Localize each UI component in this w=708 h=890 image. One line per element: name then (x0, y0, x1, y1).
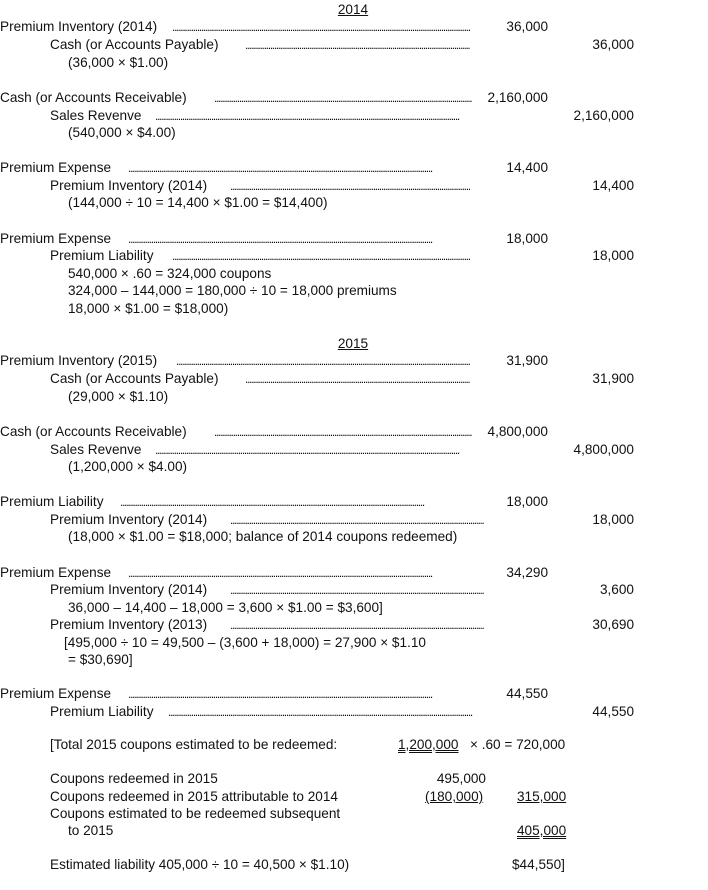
e4-calculation-2: 324,000 – 144,000 = 180,000 ÷ 10 = 18,000 premiums (68, 283, 397, 298)
year-heading-2015: 2015 (337, 336, 369, 351)
e1-credit-account: Cash (or Accounts Payable) (50, 37, 219, 52)
e8-calculation-2a: [495,000 ÷ 10 = 49,500 – (3,600 + 18,000) = 27,900 × $1.10 (64, 635, 426, 650)
e5-debit-account: Premium Inventory (2015) (0, 353, 158, 368)
note-liability-label: Estimated liability 405,000 ÷ 10 = 40,500 × $1.10) (50, 857, 350, 872)
note-subsequent-label-1: Coupons estimated to be redeemed subsequent (50, 806, 341, 821)
e7-calculation: (18,000 × $1.00 = $18,000; balance of 2014 coupons redeemed) (68, 529, 458, 544)
e4-credit-account: Premium Liability (50, 248, 154, 263)
note-attrib-net: 315,000 (517, 789, 567, 804)
note-total-label: [Total 2015 coupons estimated to be redeemed: (50, 737, 338, 752)
e3-credit-account: Premium Inventory (2014) (50, 178, 208, 193)
leader-dots (245, 370, 470, 388)
e5-debit-amount: 31,900 (506, 353, 548, 368)
leader-dots (176, 352, 470, 370)
e2-calculation: (540,000 × $4.00) (68, 125, 176, 140)
e9-credit-amount: 44,550 (592, 704, 634, 719)
e8-credit-amount-1: 3,600 (599, 582, 634, 597)
note-subsequent-label-2: to 2015 (68, 823, 114, 838)
note-total-rest: × .60 = 720,000 (470, 737, 566, 752)
note-redeemed-label: Coupons redeemed in 2015 (50, 771, 218, 786)
leader-dots (172, 247, 470, 265)
e6-credit-amount: 4,800,000 (573, 442, 634, 457)
e8-debit-amount: 34,290 (506, 565, 548, 580)
e8-debit-account: Premium Expense (0, 565, 112, 580)
leader-dots (128, 230, 470, 248)
e7-credit-account: Premium Inventory (2014) (50, 512, 208, 527)
e4-calculation-1: 540,000 × .60 = 324,000 coupons (68, 266, 272, 281)
leader-dots (230, 177, 470, 195)
note-attrib-label: Coupons redeemed in 2015 attributable to 2014 (50, 789, 338, 804)
e3-debit-account: Premium Expense (0, 160, 112, 175)
e5-calculation: (29,000 × $1.10) (68, 389, 169, 404)
leader-dots (155, 107, 470, 125)
e8-calculation-1: 36,000 – 14,400 – 18,000 = 3,600 × $1.00 = $3,600] (68, 600, 383, 615)
note-liability-value: $44,550] (512, 857, 565, 872)
leader-dots (245, 36, 470, 54)
e7-debit-account: Premium Liability (0, 494, 104, 509)
leader-dots (230, 511, 484, 529)
leader-dots (128, 685, 484, 703)
e4-debit-account: Premium Expense (0, 231, 112, 246)
leader-dots (128, 564, 484, 582)
note-total-value: 1,200,000 (398, 737, 459, 752)
e3-calculation: (144,000 ÷ 10 = 14,400 × $1.00 = $14,400) (68, 195, 328, 210)
e9-debit-amount: 44,550 (506, 686, 548, 701)
leader-dots (214, 89, 472, 107)
e4-calculation-3: 18,000 × $1.00 = $18,000) (68, 301, 229, 316)
e7-credit-amount: 18,000 (592, 512, 634, 527)
e4-debit-amount: 18,000 (506, 231, 548, 246)
e8-credit-account-1: Premium Inventory (2014) (50, 582, 208, 597)
leader-dots (128, 159, 470, 177)
e2-debit-amount: 2,160,000 (487, 90, 548, 105)
e1-debit-account: Premium Inventory (2014) (0, 19, 158, 34)
e8-credit-amount-2: 30,690 (592, 617, 634, 632)
leader-dots (172, 18, 470, 36)
e5-credit-amount: 31,900 (592, 371, 634, 386)
year-heading-2014: 2014 (337, 2, 369, 17)
e3-debit-amount: 14,400 (506, 160, 548, 175)
note-attrib-value: (180,000) (425, 789, 484, 804)
note-subsequent-value: 405,000 (517, 823, 567, 838)
e8-calculation-2b: = $30,690] (68, 652, 133, 667)
note-redeemed-value: 495,000 (436, 771, 486, 786)
e7-debit-amount: 18,000 (506, 494, 548, 509)
e2-credit-amount: 2,160,000 (573, 108, 634, 123)
e2-credit-account: Sales Revenve (50, 108, 142, 123)
e9-credit-account: Premium Liability (50, 704, 154, 719)
leader-dots (120, 493, 484, 511)
e6-debit-account: Cash (or Accounts Receivable) (0, 424, 187, 439)
e6-credit-account: Sales Revenve (50, 442, 142, 457)
leader-dots (155, 441, 470, 459)
leader-dots (168, 703, 484, 721)
e5-credit-account: Cash (or Accounts Payable) (50, 371, 219, 386)
e3-credit-amount: 14,400 (592, 178, 634, 193)
e2-debit-account: Cash (or Accounts Receivable) (0, 90, 187, 105)
e6-calculation: (1,200,000 × $4.00) (68, 459, 188, 474)
e4-credit-amount: 18,000 (592, 248, 634, 263)
leader-dots (230, 581, 484, 599)
e6-debit-amount: 4,800,000 (487, 424, 548, 439)
e1-debit-amount: 36,000 (506, 19, 548, 34)
e9-debit-account: Premium Expense (0, 686, 112, 701)
e1-credit-amount: 36,000 (592, 37, 634, 52)
leader-dots (230, 616, 484, 634)
e1-calculation: (36,000 × $1.00) (68, 55, 169, 70)
leader-dots (214, 423, 472, 441)
e8-credit-account-2: Premium Inventory (2013) (50, 617, 208, 632)
